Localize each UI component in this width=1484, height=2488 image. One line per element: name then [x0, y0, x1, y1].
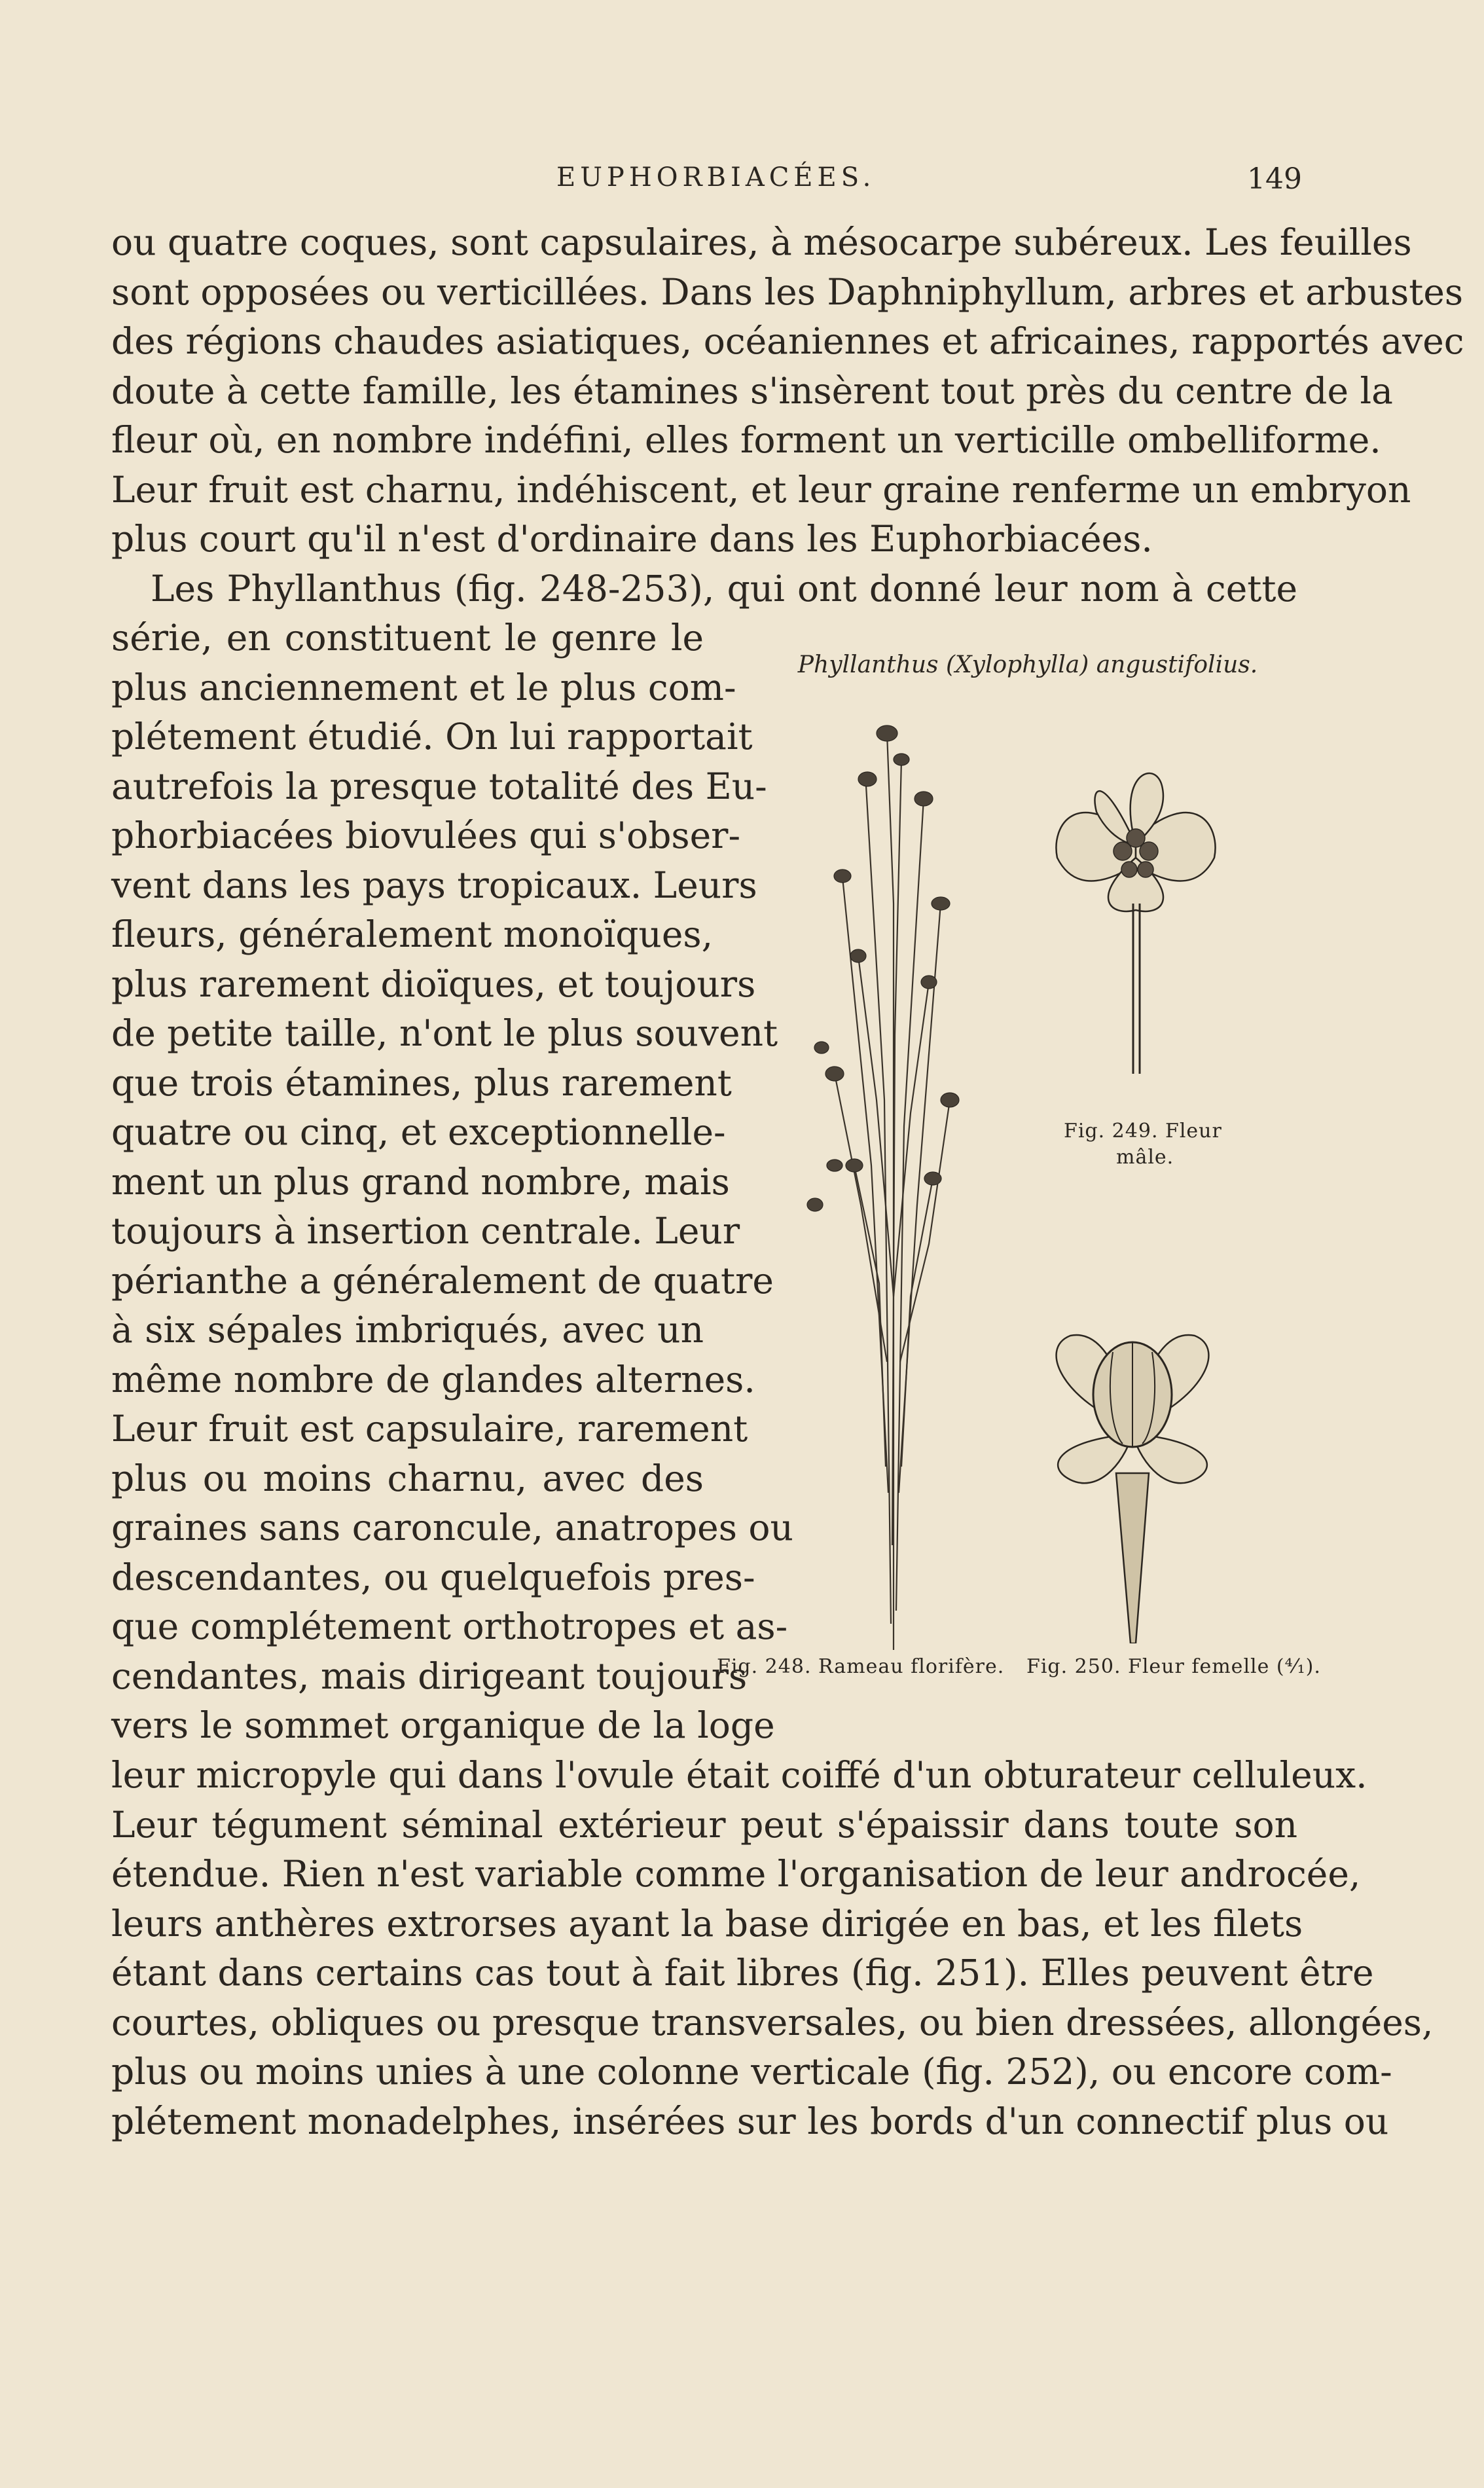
running-title: EUPHORBIACÉES. [556, 162, 876, 192]
paragraph-main-narrow [111, 613, 793, 1751]
caption-fig-248: Fig. 248. Rameau florifère. [717, 1655, 1005, 1678]
text-line: plus ou moins charnu, avec des [111, 1457, 704, 1499]
text-line: Leur tégument séminal extérieur peut s'épaissir dans toute son [111, 1803, 1297, 1846]
text-line: Leur fruit est capsulaire, rarement [111, 1408, 748, 1450]
text-line: phorbiacées biovulées qui s'obser- [111, 814, 741, 856]
text-line: plétement étudié. On lui rapportait [111, 716, 753, 758]
text-line: à six sépales imbriqués, avec un [111, 1309, 704, 1351]
text-line: plus anciennement et le plus com- [111, 666, 736, 708]
text-line: plus ou moins unies à une colonne verticale (fig. 252), ou encore com- [111, 2051, 1392, 2093]
text-line: que complétement orthotropes et as- [111, 1605, 788, 1647]
female-flower-illustration [1031, 1296, 1234, 1643]
text-line: fleurs, généralement monoïques, [111, 913, 714, 955]
caption-fig-249-line1: Fig. 249. Fleur [1064, 1120, 1222, 1143]
text-line: que trois étamines, plus rarement [111, 1061, 732, 1104]
branch-illustration [795, 707, 966, 1650]
paragraph-main-full [111, 1751, 1434, 2146]
text-line: fleur où, en nombre indéfini, elles forment un verticille ombelliforme. [111, 419, 1381, 461]
text-line: leur micropyle qui dans l'ovule était coiffé d'un obturateur celluleux. [111, 1754, 1367, 1796]
text-line: de petite taille, n'ont le plus souvent [111, 1012, 778, 1054]
figure-title: Phyllanthus (Xylophylla) angustifolius. [797, 651, 1258, 678]
text-line: étant dans certains cas tout à fait libres (fig. 251). Elles peuvent être [111, 1952, 1374, 1994]
text-line: ment un plus grand nombre, mais [111, 1160, 730, 1203]
text-line: étendue. Rien n'est variable comme l'organisation de leur androcée, [111, 1853, 1361, 1895]
page-header [0, 162, 1484, 202]
text-line: plus court qu'il n'est d'ordinaire dans les Euphorbiacées. [111, 518, 1153, 560]
text-line: plétement monadelphes, insérées sur les bords d'un connectif plus ou [111, 2100, 1389, 2142]
text-line: graines sans caroncule, anatropes ou [111, 1507, 793, 1548]
text-line: des régions chaudes asiatiques, océaniennes et africaines, rapportés avec [111, 320, 1464, 362]
text-line: Leur fruit est charnu, indéhiscent, et leur graine renferme un embryon [111, 468, 1411, 511]
text-line: même nombre de glandes alternes. [111, 1358, 755, 1400]
text-line: périanthe a généralement de quatre [111, 1259, 774, 1302]
text-line: série, en constituent le genre le [111, 617, 704, 659]
text-line: Les Phyllanthus (fig. 248-253), qui ont donné leur nom à cette [151, 567, 1297, 610]
text-line: quatre ou cinq, et exceptionnelle- [111, 1111, 726, 1153]
caption-fig-249-line2: mâle. [1116, 1146, 1174, 1169]
male-flower-illustration [1038, 746, 1234, 1074]
text-line: vers le sommet organique de la loge [111, 1704, 775, 1746]
text-line: leurs anthères extrorses ayant la base dirigée en bas, et les filets [111, 1902, 1303, 1945]
paragraph-top [111, 218, 1464, 613]
text-line: descendantes, ou quelquefois pres- [111, 1556, 755, 1598]
text-line: doute à cette famille, les étamines s'insèrent tout près du centre de la [111, 369, 1393, 412]
text-line: sont opposées ou verticillées. Dans les Daphniphyllum, arbres et arbustes [111, 270, 1464, 313]
text-line: autrefois la presque totalité des Eu- [111, 765, 767, 807]
text-line: ou quatre coques, sont capsulaires, à mésocarpe subéreux. Les feuilles [111, 221, 1412, 263]
text-line: toujours à insertion centrale. Leur [111, 1210, 740, 1252]
text-line: courtes, obliques ou presque transversales, ou bien dressées, allongées, [111, 2001, 1434, 2043]
caption-fig-250: Fig. 250. Fleur femelle (⁴⁄₁). [1026, 1655, 1321, 1678]
text-line: cendantes, mais dirigeant toujours [111, 1655, 748, 1697]
text-line: plus rarement dioïques, et toujours [111, 962, 756, 1005]
text-line: vent dans les pays tropicaux. Leurs [111, 864, 757, 906]
page-number: 149 [1247, 162, 1302, 196]
